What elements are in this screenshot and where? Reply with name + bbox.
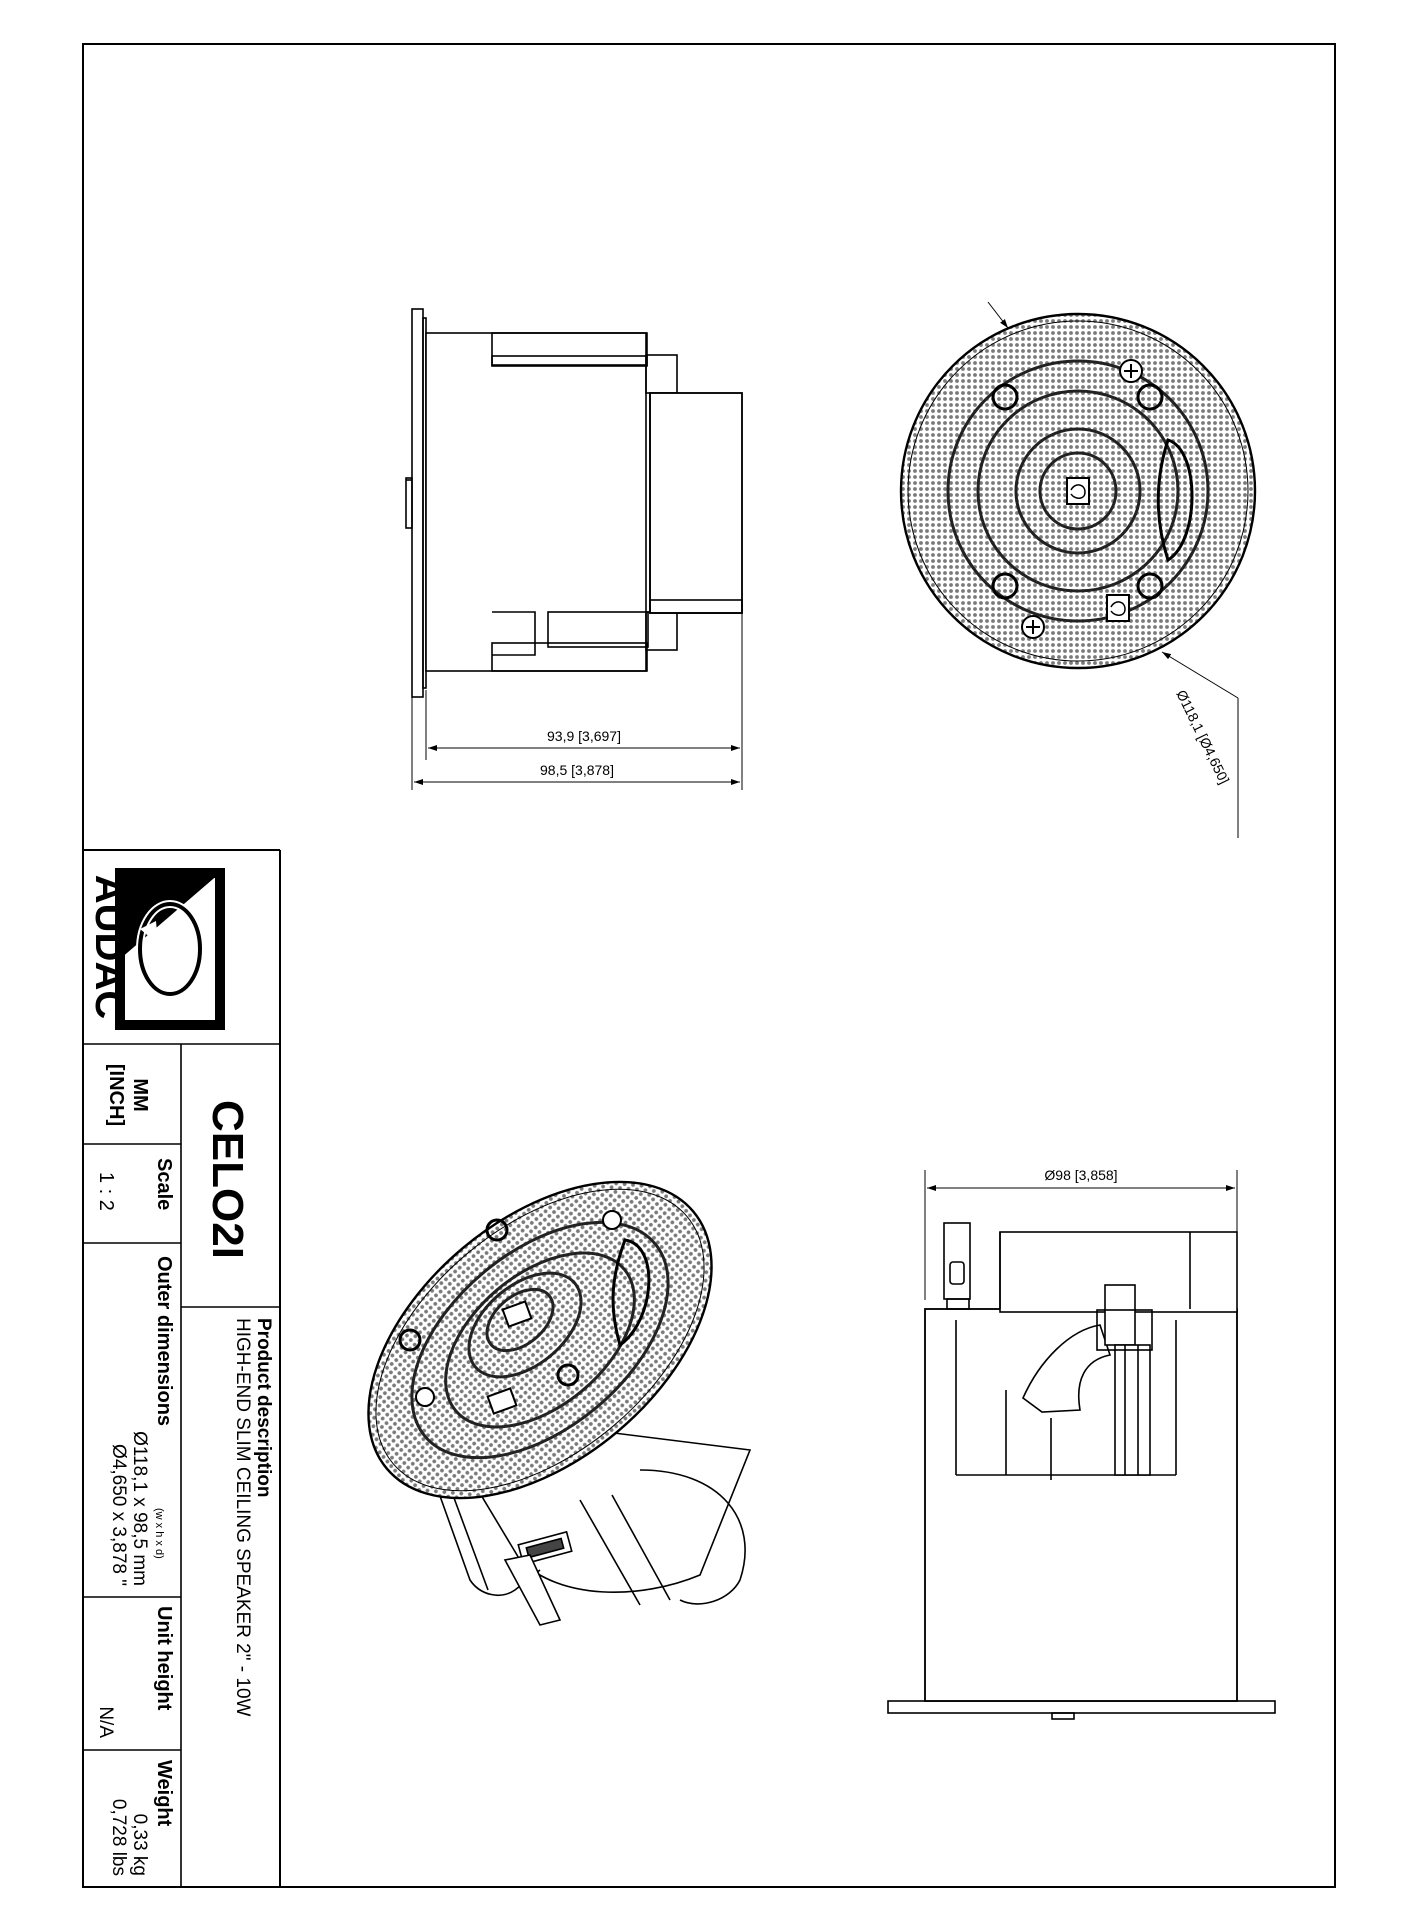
product-name: CELO2I: [203, 1100, 252, 1259]
units-mm: MM: [129, 1078, 151, 1112]
units-inch: [INCH]: [105, 1063, 127, 1127]
audac-logo: [120, 873, 220, 1025]
outer-dimensions-mm: Ø118,1 x 98,5 mm: [129, 1431, 150, 1586]
weight-kg: 0,33 kg: [129, 1813, 150, 1876]
unit-height-value: N/A: [95, 1706, 116, 1738]
grille-front-view: [901, 314, 1255, 668]
dimension-grille-diameter: Ø118,1 [Ø4,650]: [1173, 687, 1233, 787]
outer-dimensions-note: (w x h x d): [153, 1508, 165, 1559]
scale-label: Scale: [153, 1158, 175, 1211]
unit-height-label: Unit height: [153, 1606, 175, 1711]
isometric-view: [310, 1120, 771, 1625]
dimension-body-diameter: Ø98 [3,858]: [1044, 1167, 1118, 1183]
side-view: [406, 309, 742, 697]
weight-lbs: 0,728 lbs: [108, 1798, 129, 1876]
scale-value: 1 : 2: [95, 1172, 117, 1211]
elevation-view: [888, 1223, 1275, 1719]
brand-name: AUDAC: [87, 874, 131, 1020]
outer-dimensions-inch: Ø4,650 x 3,878 ": [108, 1444, 129, 1586]
product-description-label: Product description: [253, 1318, 274, 1498]
outer-dimensions-label: Outer dimensions: [153, 1256, 175, 1427]
dimension-depth-total: 98,5 [3,878]: [540, 762, 614, 778]
weight-label: Weight: [153, 1760, 175, 1827]
product-description-value: HIGH-END SLIM CEILING SPEAKER 2" - 10W: [232, 1318, 253, 1717]
dimension-depth-inner: 93,9 [3,697]: [547, 728, 621, 744]
